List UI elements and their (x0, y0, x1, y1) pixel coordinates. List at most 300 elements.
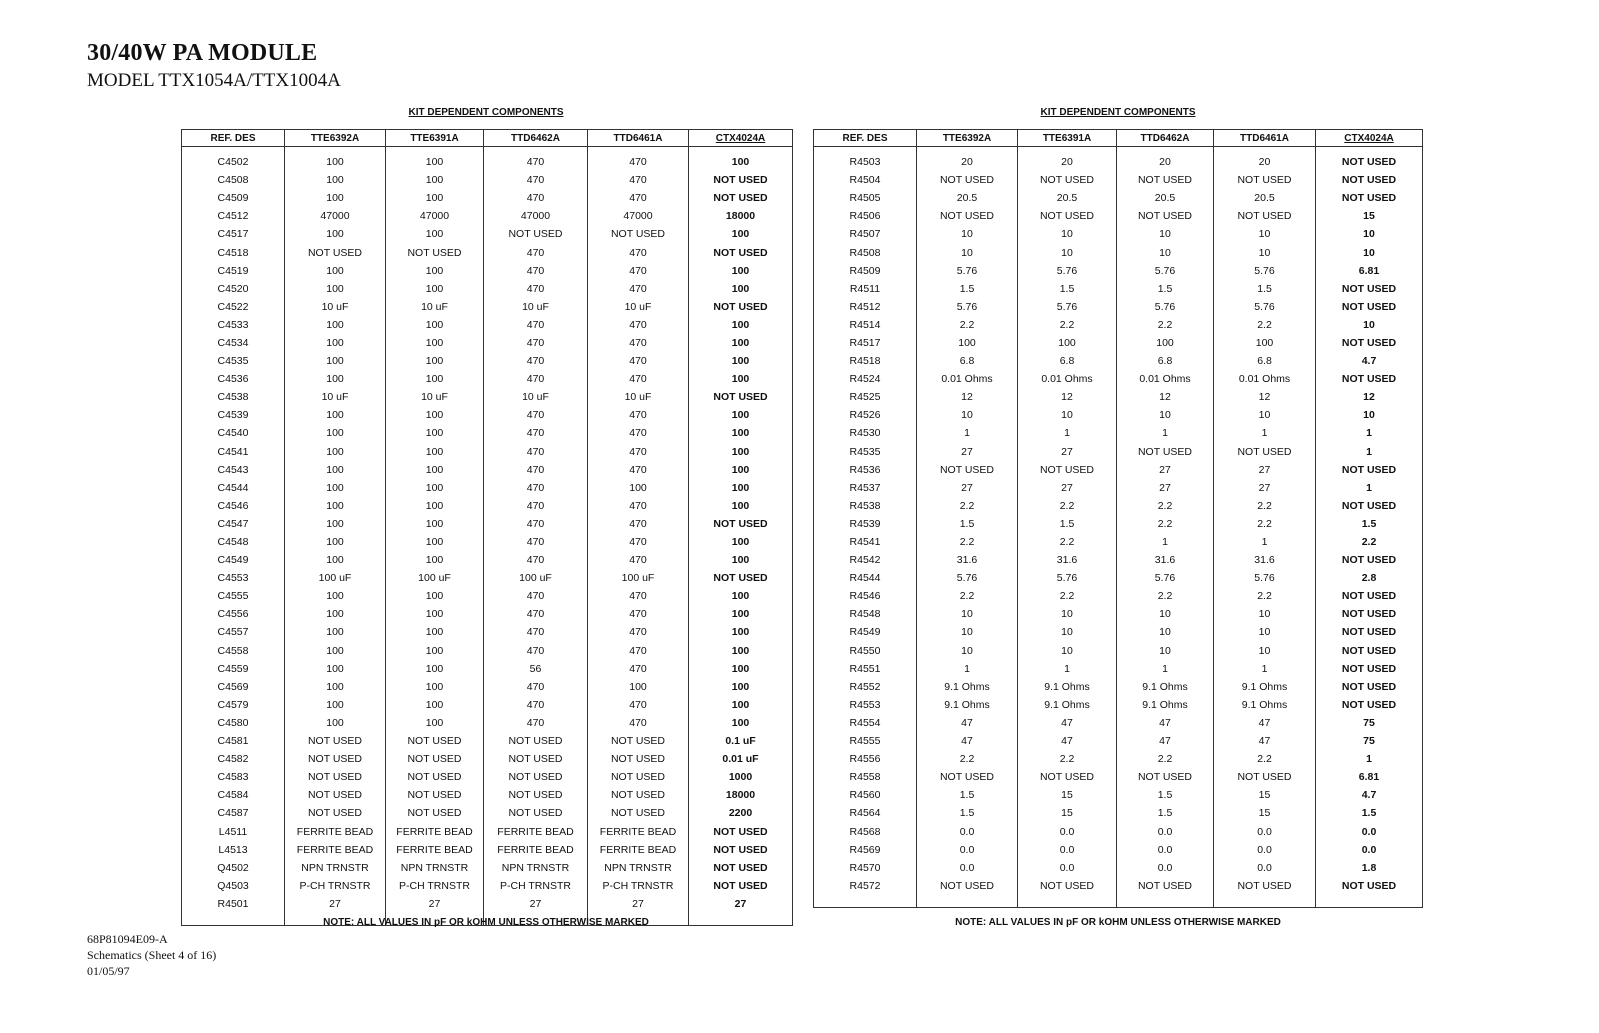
value-cell: 100 (386, 678, 484, 696)
value-cell: NOT USED (484, 750, 588, 768)
value-cell: 100 (386, 587, 484, 605)
value-cell: 1.5 (1316, 804, 1423, 822)
ref-des-cell: R4539 (814, 515, 917, 533)
value-cell: NOT USED (386, 750, 484, 768)
value-cell: NOT USED (1316, 461, 1423, 479)
value-cell: 100 (689, 660, 793, 678)
value-cell: 100 (689, 479, 793, 497)
value-cell: 10 (1018, 605, 1117, 623)
value-cell: 470 (484, 714, 588, 732)
ref-des-cell: R4509 (814, 262, 917, 280)
ref-des-cell: C4512 (182, 207, 285, 225)
value-cell: 2.2 (1018, 587, 1117, 605)
ref-des-cell: C4547 (182, 515, 285, 533)
value-cell: 47 (1214, 714, 1316, 732)
value-cell: 20 (1214, 153, 1316, 171)
value-cell: 470 (484, 461, 588, 479)
value-cell: NOT USED (1316, 171, 1423, 189)
ref-des-cell: C4559 (182, 660, 285, 678)
value-cell: 47000 (588, 207, 689, 225)
value-cell: 10 (1117, 243, 1214, 261)
ref-des-cell: C4553 (182, 569, 285, 587)
table-row (182, 804, 793, 822)
value-cell: 100 (588, 479, 689, 497)
table-row (814, 388, 1423, 406)
value-cell: 470 (588, 424, 689, 442)
value-cell: NOT USED (588, 732, 689, 750)
value-cell: 10 (1018, 642, 1117, 660)
value-cell: NOT USED (386, 804, 484, 822)
table-row (814, 479, 1423, 497)
value-cell: NOT USED (1018, 207, 1117, 225)
value-cell: 47000 (386, 207, 484, 225)
value-cell: 15 (1316, 207, 1423, 225)
value-cell: NPN TRNSTR (588, 859, 689, 877)
value-cell: 6.8 (917, 352, 1018, 370)
ref-des-cell: C4533 (182, 316, 285, 334)
value-cell: NOT USED (689, 189, 793, 207)
table-row (814, 225, 1423, 243)
value-cell: 100 (285, 551, 386, 569)
value-cell: 9.1 Ohms (1117, 696, 1214, 714)
table-row (814, 153, 1423, 171)
value-cell: 15 (1018, 804, 1117, 822)
value-cell: 5.76 (1018, 262, 1117, 280)
ref-des-cell: R4518 (814, 352, 917, 370)
value-cell: 10 (1316, 243, 1423, 261)
value-cell: 470 (484, 280, 588, 298)
value-cell: NOT USED (917, 877, 1018, 895)
value-cell: NOT USED (1316, 334, 1423, 352)
value-cell: 470 (588, 243, 689, 261)
value-cell: 1.5 (917, 515, 1018, 533)
value-cell: 100 (386, 280, 484, 298)
value-cell: NOT USED (689, 569, 793, 587)
value-cell: 470 (484, 479, 588, 497)
value-cell: 100 (386, 497, 484, 515)
table-row (182, 334, 793, 352)
ref-des-cell: C4584 (182, 786, 285, 804)
ref-des-cell: R4570 (814, 859, 917, 877)
value-cell: 100 (386, 443, 484, 461)
value-cell: 6.81 (1316, 768, 1423, 786)
table-row (814, 678, 1423, 696)
column-header: TTE6392A (285, 130, 386, 147)
table-row (182, 877, 793, 895)
value-cell: 100 (386, 533, 484, 551)
table-row (182, 696, 793, 714)
value-cell: 470 (588, 406, 689, 424)
value-cell: 1 (1316, 424, 1423, 442)
value-cell: 100 uF (588, 569, 689, 587)
value-cell: 20.5 (1214, 189, 1316, 207)
value-cell: 0.01 Ohms (917, 370, 1018, 388)
component-table-2 (813, 129, 1423, 908)
table-row (814, 750, 1423, 768)
value-cell: 4.7 (1316, 352, 1423, 370)
column-header: TTD6462A (1117, 130, 1214, 147)
ref-des-cell: C4546 (182, 497, 285, 515)
ref-des-cell: C4557 (182, 623, 285, 641)
value-cell: 470 (484, 551, 588, 569)
value-cell: 9.1 Ohms (917, 696, 1018, 714)
value-cell: NOT USED (285, 804, 386, 822)
value-cell: 9.1 Ohms (917, 678, 1018, 696)
value-cell: 5.76 (1117, 262, 1214, 280)
value-cell: NOT USED (1316, 877, 1423, 895)
value-cell: 5.76 (1117, 569, 1214, 587)
value-cell: 100 (285, 225, 386, 243)
ref-des-cell: R4526 (814, 406, 917, 424)
value-cell: 10 uF (386, 388, 484, 406)
value-cell: 1 (1316, 750, 1423, 768)
value-cell: 100 (285, 605, 386, 623)
doc-date: 01/05/97 (87, 964, 130, 978)
value-cell: 20 (1018, 153, 1117, 171)
ref-des-cell: R4555 (814, 732, 917, 750)
value-cell: 100 (386, 605, 484, 623)
value-cell: 2.2 (917, 497, 1018, 515)
column-header: CTX4024A (689, 130, 793, 147)
ref-des-cell: R4507 (814, 225, 917, 243)
value-cell: 27 (386, 895, 484, 913)
value-cell: 470 (484, 352, 588, 370)
ref-des-cell: R4564 (814, 804, 917, 822)
value-cell: P-CH TRNSTR (386, 877, 484, 895)
ref-des-cell: C4502 (182, 153, 285, 171)
value-cell: 5.76 (1018, 569, 1117, 587)
value-cell: 47 (1117, 732, 1214, 750)
value-cell: 100 (386, 262, 484, 280)
value-cell: 470 (484, 515, 588, 533)
value-cell: 0.01 Ohms (1117, 370, 1214, 388)
ref-des-cell: R4542 (814, 551, 917, 569)
ref-des-cell: C4583 (182, 768, 285, 786)
value-cell: 470 (484, 497, 588, 515)
value-cell: 470 (588, 605, 689, 623)
value-cell: FERRITE BEAD (386, 841, 484, 859)
ref-des-cell: R4541 (814, 533, 917, 551)
value-cell: 10 (1316, 406, 1423, 424)
value-cell: 100 (386, 623, 484, 641)
value-cell: 100 (285, 316, 386, 334)
column-header: REF. DES (182, 130, 285, 147)
column-header: TTD6461A (588, 130, 689, 147)
value-cell: NOT USED (1214, 443, 1316, 461)
value-cell: 1000 (689, 768, 793, 786)
value-cell: 470 (588, 551, 689, 569)
value-cell: 100 (1018, 334, 1117, 352)
column-header: TTD6462A (484, 130, 588, 147)
value-cell: 470 (588, 714, 689, 732)
ref-des-cell: R4536 (814, 461, 917, 479)
value-cell: 100 (285, 171, 386, 189)
table-row (182, 424, 793, 442)
value-cell: 9.1 Ohms (1214, 696, 1316, 714)
value-cell: NOT USED (386, 786, 484, 804)
value-cell: 470 (588, 171, 689, 189)
sheet-label: Schematics (Sheet 4 of 16) (87, 948, 217, 962)
table-row (814, 424, 1423, 442)
value-cell: 2.2 (1117, 750, 1214, 768)
value-cell: 5.76 (1018, 298, 1117, 316)
value-cell: 100 (285, 461, 386, 479)
value-cell: 100 (588, 678, 689, 696)
value-cell: 27 (1018, 479, 1117, 497)
value-cell: 27 (917, 479, 1018, 497)
value-cell: 0.0 (1214, 822, 1316, 840)
value-cell: 100 (285, 714, 386, 732)
value-cell: 10 (917, 225, 1018, 243)
value-cell: 0.1 uF (689, 732, 793, 750)
table-row (182, 171, 793, 189)
table-row (814, 859, 1423, 877)
table-row (814, 334, 1423, 352)
value-cell: 100 (689, 642, 793, 660)
value-cell: 1.5 (1214, 280, 1316, 298)
value-cell: 27 (1018, 443, 1117, 461)
value-cell: 47000 (484, 207, 588, 225)
value-cell: NOT USED (917, 207, 1018, 225)
value-cell: 100 (386, 406, 484, 424)
value-cell: 10 (917, 623, 1018, 641)
value-cell: 470 (588, 642, 689, 660)
table-row (814, 605, 1423, 623)
value-cell: 470 (588, 533, 689, 551)
value-cell: NOT USED (689, 298, 793, 316)
value-cell: 1 (1018, 660, 1117, 678)
value-cell: FERRITE BEAD (285, 841, 386, 859)
value-cell: 100 (689, 461, 793, 479)
ref-des-cell: R4503 (814, 153, 917, 171)
value-cell: 0.0 (917, 859, 1018, 877)
table-row (182, 587, 793, 605)
value-cell: 2.2 (1117, 515, 1214, 533)
value-cell: 100 (689, 316, 793, 334)
value-cell: 470 (588, 623, 689, 641)
table-row (182, 569, 793, 587)
value-cell: 100 (689, 424, 793, 442)
table-1-caption: KIT DEPENDENT COMPONENTS (408, 107, 564, 118)
value-cell: 100 (386, 316, 484, 334)
value-cell: 100 (386, 171, 484, 189)
value-cell: NOT USED (917, 768, 1018, 786)
ref-des-cell: R4551 (814, 660, 917, 678)
table-row (814, 804, 1423, 822)
value-cell: NOT USED (285, 243, 386, 261)
value-cell: 470 (484, 443, 588, 461)
value-cell: 470 (484, 605, 588, 623)
value-cell: 100 (689, 551, 793, 569)
value-cell: 2.2 (1214, 497, 1316, 515)
value-cell: 10 uF (588, 388, 689, 406)
value-cell: 10 (1018, 623, 1117, 641)
value-cell: 47 (1018, 714, 1117, 732)
value-cell: 47 (1214, 732, 1316, 750)
value-cell: 470 (588, 262, 689, 280)
value-cell: 10 uF (484, 298, 588, 316)
value-cell: 1.5 (1117, 804, 1214, 822)
table-row (182, 660, 793, 678)
value-cell: 4.7 (1316, 786, 1423, 804)
table-row (182, 388, 793, 406)
value-cell: 2.2 (1214, 587, 1316, 605)
value-cell: 2.2 (1018, 533, 1117, 551)
value-cell: 2.2 (1018, 497, 1117, 515)
value-cell: 0.0 (1018, 859, 1117, 877)
table-row (814, 461, 1423, 479)
value-cell: 56 (484, 660, 588, 678)
value-cell: FERRITE BEAD (484, 841, 588, 859)
value-cell: NOT USED (588, 768, 689, 786)
table-1-header-row (182, 130, 793, 147)
value-cell: 100 (689, 262, 793, 280)
value-cell: 2.2 (1018, 750, 1117, 768)
value-cell: 470 (484, 623, 588, 641)
value-cell: 10 (1117, 225, 1214, 243)
value-cell: NOT USED (588, 786, 689, 804)
value-cell: NOT USED (1316, 642, 1423, 660)
table-row (182, 605, 793, 623)
column-header: TTE6391A (386, 130, 484, 147)
ref-des-cell: R4544 (814, 569, 917, 587)
value-cell: 9.1 Ohms (1117, 678, 1214, 696)
page-subtitle: MODEL TTX1054A/TTX1004A (87, 70, 341, 91)
ref-des-cell: C4587 (182, 804, 285, 822)
ref-des-cell: R4558 (814, 768, 917, 786)
table-row (814, 207, 1423, 225)
value-cell: FERRITE BEAD (285, 822, 386, 840)
value-cell: P-CH TRNSTR (588, 877, 689, 895)
value-cell: 20 (917, 153, 1018, 171)
value-cell: 10 (1316, 225, 1423, 243)
table-row (814, 587, 1423, 605)
value-cell: 2.2 (1117, 316, 1214, 334)
ref-des-cell: C4541 (182, 443, 285, 461)
ref-des-cell: R4506 (814, 207, 917, 225)
value-cell: NOT USED (917, 461, 1018, 479)
value-cell: 31.6 (1018, 551, 1117, 569)
value-cell: NPN TRNSTR (285, 859, 386, 877)
value-cell: 1.5 (917, 280, 1018, 298)
value-cell: 20.5 (917, 189, 1018, 207)
table-row (814, 768, 1423, 786)
value-cell: 0.0 (1214, 841, 1316, 859)
value-cell: 10 (1018, 243, 1117, 261)
ref-des-cell: R4512 (814, 298, 917, 316)
spacer-cell (1117, 895, 1214, 908)
value-cell: 2.8 (1316, 569, 1423, 587)
value-cell: 100 (386, 334, 484, 352)
value-cell: 0.0 (1316, 822, 1423, 840)
value-cell: 100 (285, 189, 386, 207)
value-cell: 100 (689, 623, 793, 641)
value-cell: 27 (1117, 461, 1214, 479)
value-cell: 100 (689, 533, 793, 551)
value-cell: NOT USED (588, 804, 689, 822)
value-cell: NOT USED (285, 768, 386, 786)
value-cell: 9.1 Ohms (1214, 678, 1316, 696)
value-cell: 2.2 (1018, 316, 1117, 334)
value-cell: 470 (484, 587, 588, 605)
value-cell: NOT USED (1316, 587, 1423, 605)
value-cell: 100 (285, 406, 386, 424)
value-cell: 10 uF (285, 298, 386, 316)
table-row (182, 497, 793, 515)
table-row (814, 497, 1423, 515)
ref-des-cell: L4511 (182, 822, 285, 840)
value-cell: 100 (386, 515, 484, 533)
value-cell: 10 (917, 243, 1018, 261)
ref-des-cell: C4580 (182, 714, 285, 732)
value-cell: 0.0 (1018, 822, 1117, 840)
value-cell: 75 (1316, 714, 1423, 732)
value-cell: 2.2 (1214, 515, 1316, 533)
value-cell: NOT USED (1214, 171, 1316, 189)
value-cell: NOT USED (917, 171, 1018, 189)
value-cell: NOT USED (689, 859, 793, 877)
value-cell: 5.76 (1214, 262, 1316, 280)
table-row (814, 551, 1423, 569)
value-cell: 2.2 (1117, 587, 1214, 605)
value-cell: 27 (484, 895, 588, 913)
ref-des-cell: R4572 (814, 877, 917, 895)
value-cell: NPN TRNSTR (386, 859, 484, 877)
value-cell: 1 (917, 660, 1018, 678)
column-header: CTX4024A (1316, 130, 1423, 147)
value-cell: 100 (285, 370, 386, 388)
value-cell: 470 (484, 370, 588, 388)
value-cell: 12 (1316, 388, 1423, 406)
value-cell: 10 uF (484, 388, 588, 406)
table-row (182, 551, 793, 569)
value-cell: NOT USED (1214, 768, 1316, 786)
value-cell: NOT USED (588, 750, 689, 768)
table-row (814, 533, 1423, 551)
value-cell: 10 (1214, 225, 1316, 243)
value-cell: NOT USED (484, 804, 588, 822)
value-cell: 15 (1214, 804, 1316, 822)
ref-des-cell: R4546 (814, 587, 917, 605)
table-2-note: NOTE: ALL VALUES IN pF OR kOHM UNLESS OTHERWISE MARKED (955, 917, 1281, 928)
table-row (814, 660, 1423, 678)
value-cell: 12 (1018, 388, 1117, 406)
table-1-note: NOTE: ALL VALUES IN pF OR kOHM UNLESS OTHERWISE MARKED (323, 917, 649, 928)
ref-des-cell: R4560 (814, 786, 917, 804)
table-row (814, 262, 1423, 280)
value-cell: 100 (386, 479, 484, 497)
ref-des-cell: C4539 (182, 406, 285, 424)
value-cell: 100 (285, 660, 386, 678)
ref-des-cell: R4514 (814, 316, 917, 334)
value-cell: NOT USED (1316, 678, 1423, 696)
value-cell: NOT USED (1316, 497, 1423, 515)
value-cell: 100 (1214, 334, 1316, 352)
value-cell: 1 (1117, 533, 1214, 551)
value-cell: 0.01 uF (689, 750, 793, 768)
value-cell: 1.5 (1018, 280, 1117, 298)
value-cell: 2200 (689, 804, 793, 822)
page-title: 30/40W PA MODULE (87, 40, 318, 66)
value-cell: 1 (917, 424, 1018, 442)
value-cell: 47 (1117, 714, 1214, 732)
ref-des-cell: C4556 (182, 605, 285, 623)
value-cell: NOT USED (1316, 551, 1423, 569)
value-cell: 100 (285, 334, 386, 352)
value-cell: 0.01 Ohms (1214, 370, 1316, 388)
ref-des-cell: C4544 (182, 479, 285, 497)
ref-des-cell: C4508 (182, 171, 285, 189)
